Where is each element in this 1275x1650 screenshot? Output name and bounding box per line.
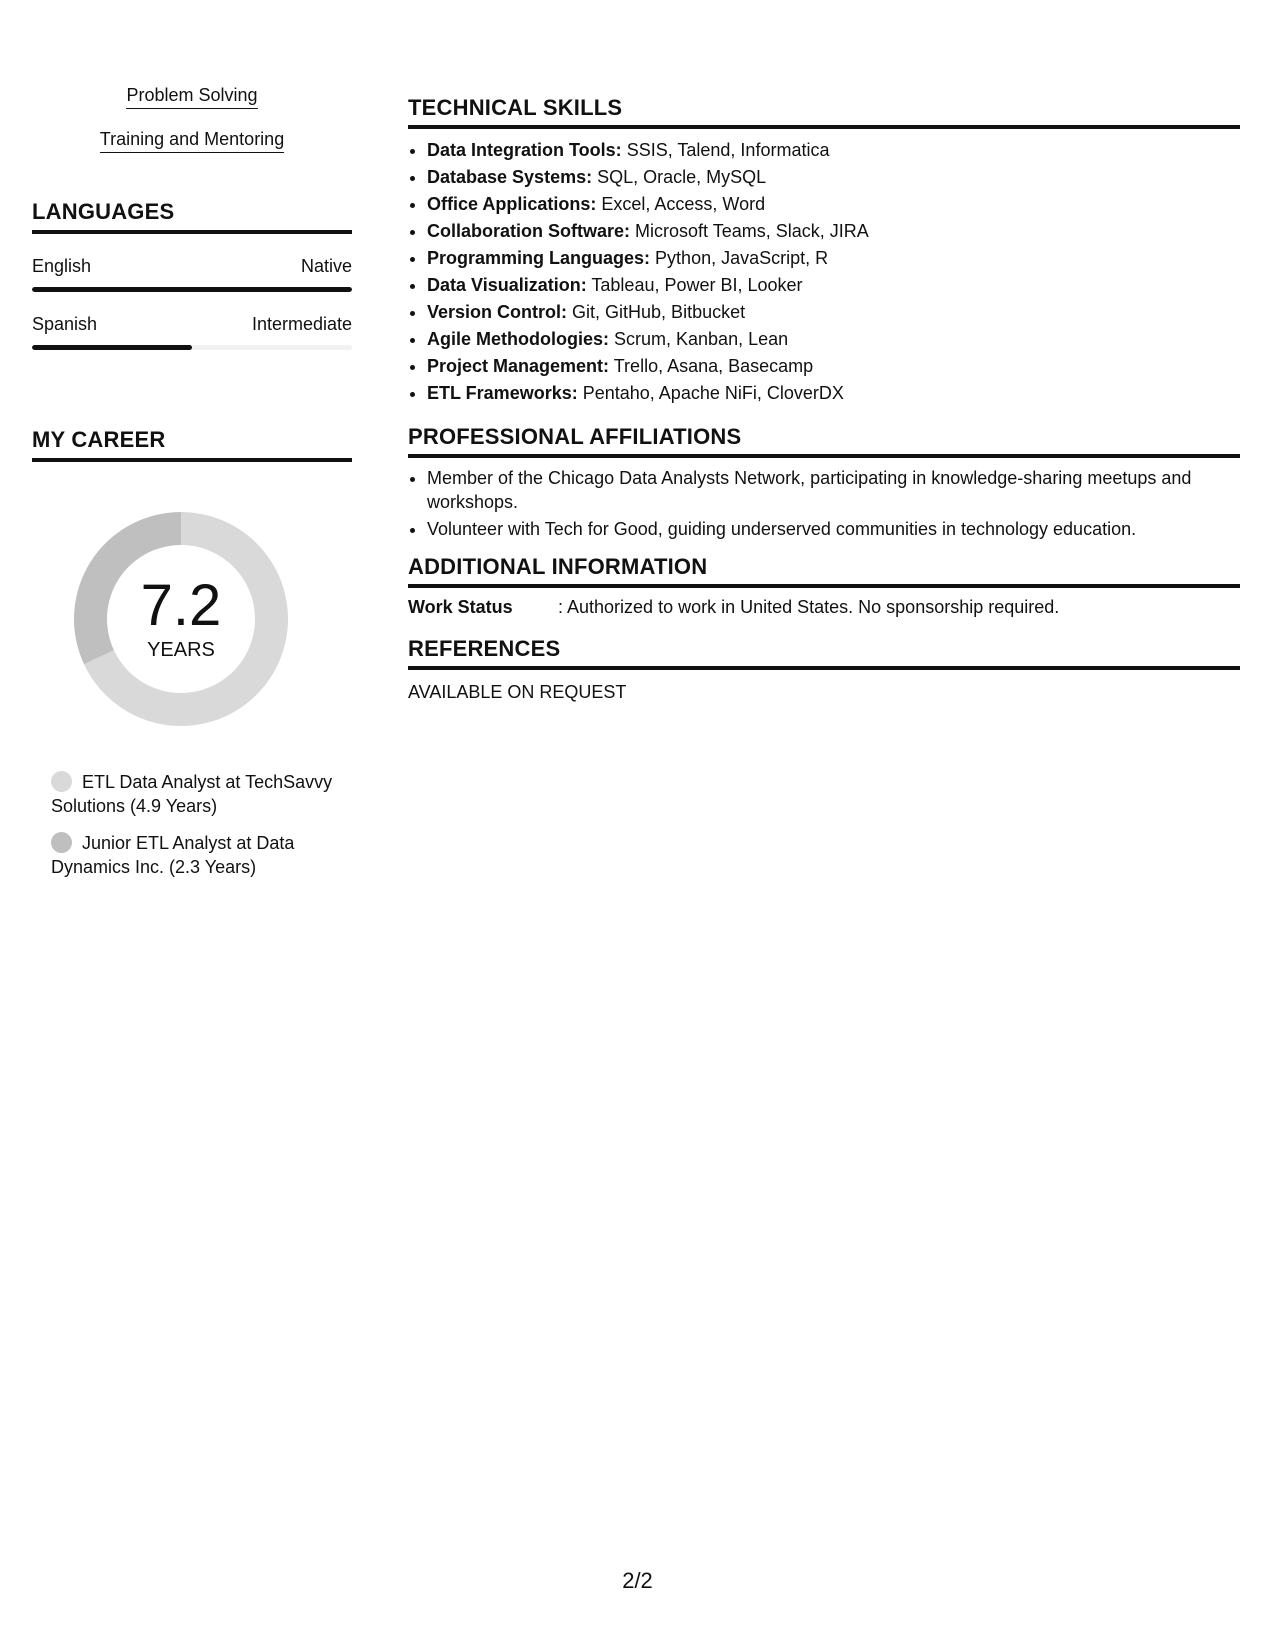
skill-category: Version Control: [427, 302, 568, 322]
skill-category: Collaboration Software: [427, 221, 631, 241]
skill-tags [32, 84, 352, 172]
main-content [408, 94, 1240, 704]
skill-values: Excel, Access, Word [601, 194, 766, 214]
technical-skill-item [427, 191, 1240, 218]
career-legend-label: ETL Data Analyst at TechSavvy Solutions (4.9 Years) [51, 772, 333, 816]
language-proficiency-fill [32, 345, 192, 350]
language-proficiency-fill [32, 287, 352, 292]
affiliation-item: • Volunteer with Tech for Good, guiding underserved communities in technology education. [427, 517, 1240, 541]
additional-info-heading: ADDITIONAL INFORMATION [408, 553, 1240, 588]
technical-skill-item [427, 326, 1240, 353]
language-name: English [32, 256, 92, 276]
skill-category: Data Visualization: [427, 275, 587, 295]
affiliation-item: • Member of the Chicago Data Analysts Network, participating in knowledge-sharing meetups and workshops. [427, 466, 1240, 514]
skill-values: Trello, Asana, Basecamp [613, 356, 814, 376]
skill-tag: Training and Mentoring [100, 128, 284, 153]
skill-values: Tableau, Power BI, Looker [591, 275, 803, 295]
skill-category: Project Management: [427, 356, 610, 376]
technical-skills-heading: TECHNICAL SKILLS [408, 94, 1240, 129]
references-section [408, 635, 1240, 704]
language-proficiency-bar [32, 345, 352, 350]
skill-values: Git, GitHub, Bitbucket [572, 302, 746, 322]
career-legend-item [51, 770, 341, 818]
language-name: Spanish [32, 314, 98, 334]
work-status-label: Work Status [408, 597, 513, 617]
skill-category: Agile Methodologies: [427, 329, 609, 349]
skill-tag: Problem Solving [126, 84, 257, 109]
technical-skill-item [427, 164, 1240, 191]
legend-dot-icon [51, 771, 72, 792]
technical-skills-section [408, 94, 1240, 407]
technical-skill-item [427, 218, 1240, 245]
sidebar [32, 84, 352, 892]
technical-skill-item [427, 137, 1240, 164]
language-row [32, 255, 352, 292]
additional-info-section [408, 553, 1240, 619]
skill-values: Python, JavaScript, R [655, 248, 829, 268]
work-status-row [408, 595, 1240, 619]
technical-skill-item [427, 299, 1240, 326]
language-proficiency-bar [32, 287, 352, 292]
career-legend [32, 770, 352, 879]
languages-heading: LANGUAGES [32, 198, 352, 234]
skill-values: SQL, Oracle, MySQL [597, 167, 767, 187]
language-level: Native [300, 256, 352, 276]
languages-section [32, 198, 352, 350]
technical-skills-list [408, 137, 1240, 407]
references-heading: REFERENCES [408, 635, 1240, 670]
career-section [32, 426, 352, 879]
skill-category: ETL Frameworks: [427, 383, 578, 403]
language-level: Intermediate [251, 314, 352, 334]
career-donut-chart [66, 504, 296, 734]
technical-skill-item [427, 353, 1240, 380]
donut-center [66, 573, 296, 662]
career-legend-item [51, 831, 341, 879]
affiliations-section [408, 423, 1240, 541]
affiliations-list [408, 466, 1240, 541]
legend-dot-icon [51, 832, 72, 853]
language-row [32, 313, 352, 350]
career-total-value: 7.2 [140, 573, 222, 638]
references-text: AVAILABLE ON REQUEST [408, 682, 627, 702]
skill-values: SSIS, Talend, Informatica [626, 140, 830, 160]
skill-category: Programming Languages: [427, 248, 651, 268]
career-legend-label: Junior ETL Analyst at Data Dynamics Inc. (2.3 Years) [51, 833, 295, 877]
skill-category: Office Applications: [427, 194, 597, 214]
skill-values: Microsoft Teams, Slack, JIRA [635, 221, 869, 241]
technical-skill-item [427, 245, 1240, 272]
page-number: 2/2 [622, 1568, 653, 1593]
work-status-value: : Authorized to work in United States. No sponsorship required. [558, 597, 1060, 617]
skill-values: Pentaho, Apache NiFi, CloverDX [582, 383, 844, 403]
career-heading: MY CAREER [32, 426, 352, 462]
affiliations-heading: PROFESSIONAL AFFILIATIONS [408, 423, 1240, 458]
technical-skill-item [427, 272, 1240, 299]
skill-category: Database Systems: [427, 167, 593, 187]
skill-values: Scrum, Kanban, Lean [614, 329, 789, 349]
skill-category: Data Integration Tools: [427, 140, 622, 160]
technical-skill-item [427, 380, 1240, 407]
career-total-unit: YEARS [147, 639, 215, 661]
